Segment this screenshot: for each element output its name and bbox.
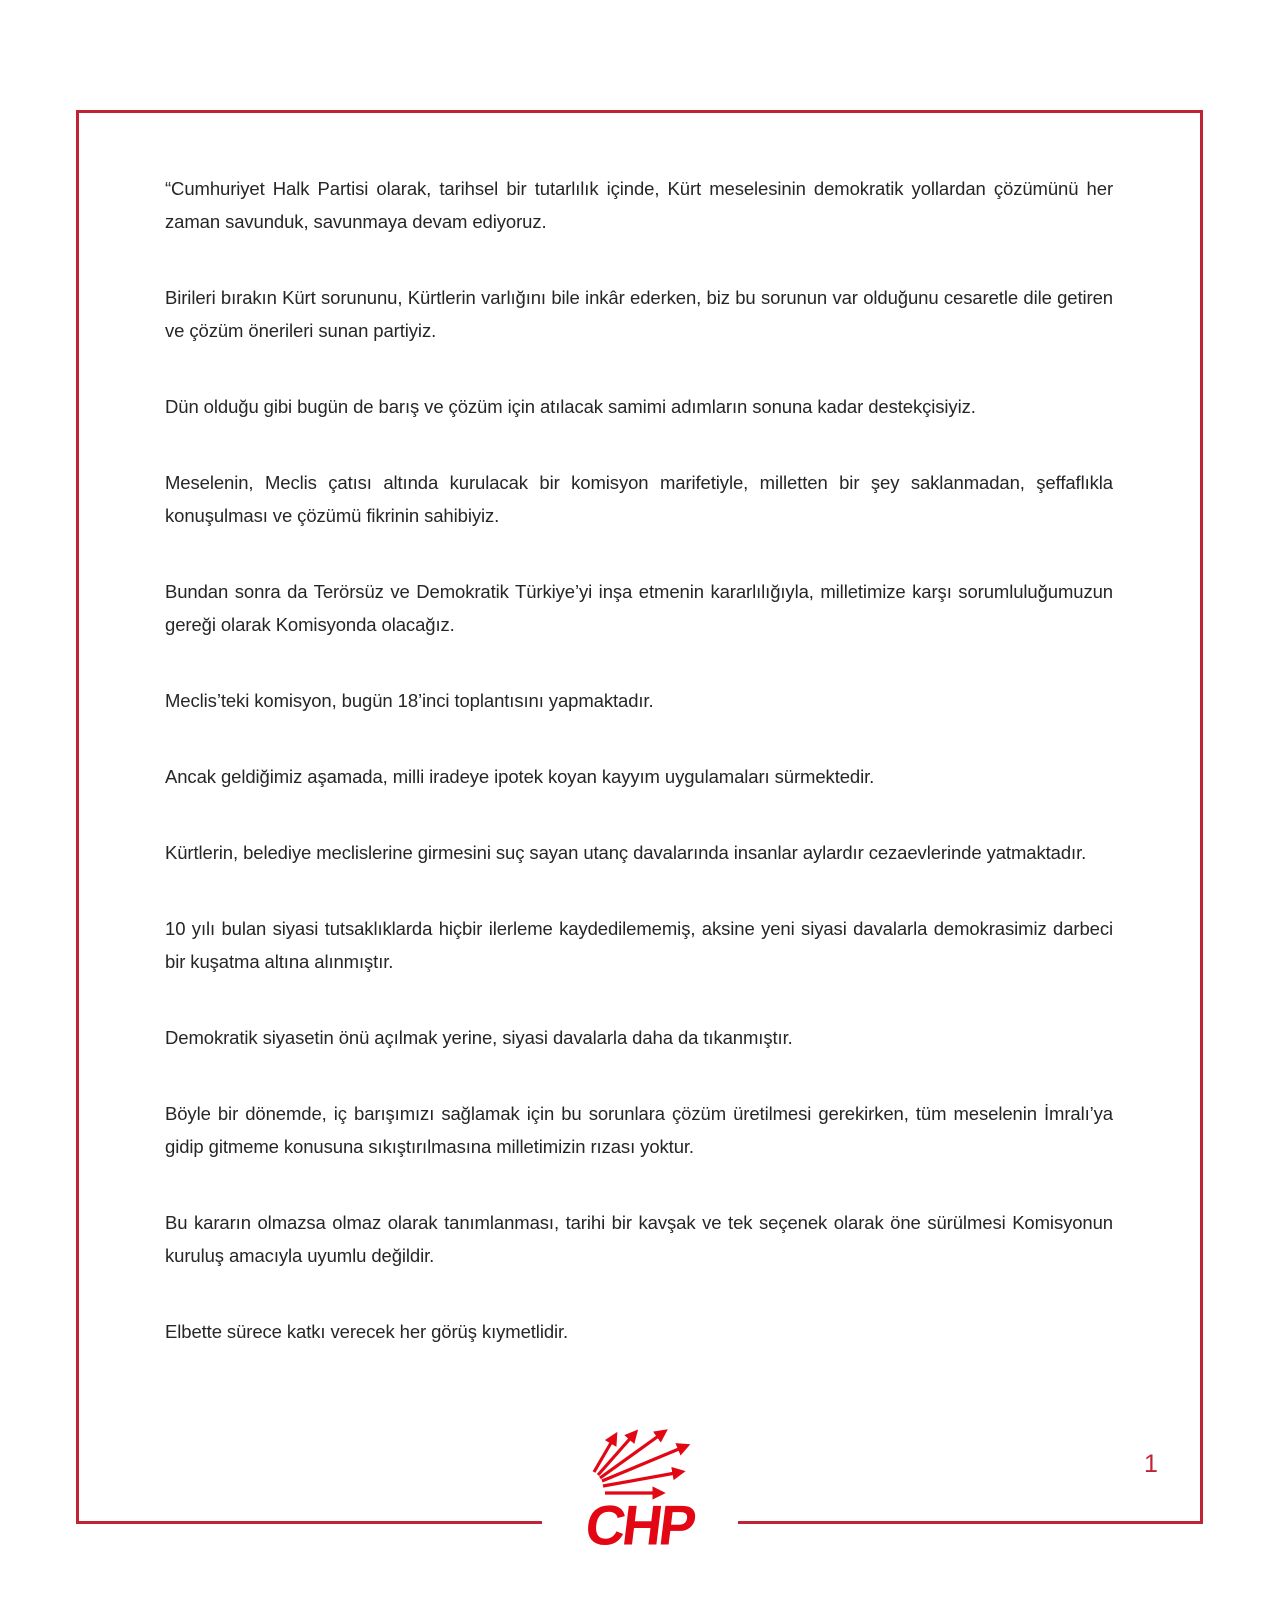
chp-logo xyxy=(542,1400,738,1557)
paragraph: Bu kararın olmazsa olmaz olarak tanımlanması, tarihi bir kavşak ve tek seçenek olarak öne sürülmesi Komisyonun kuruluş amacıyla uyumlu değildir. xyxy=(165,1212,1113,1266)
page-number: 1 xyxy=(1144,1450,1158,1478)
paragraph: Bundan sonra da Terörsüz ve Demokratik Türkiye’yi inşa etmenin kararlılığıyla, milletimize karşı sorumluluğumuzun gereği olarak Komisyonda olacağız. xyxy=(165,581,1113,635)
paragraph: Meclis’teki komisyon, bugün 18’inci toplantısını yapmaktadır. xyxy=(165,690,654,711)
paragraph: Meselenin, Meclis çatısı altında kurulacak bir komisyon marifetiyle, milletten bir şey saklanmadan, şeffaflıkla konuşulması ve çözümü fikrinin sahibiyiz. xyxy=(165,472,1113,526)
body-text xyxy=(165,172,1113,1391)
paragraph: Böyle bir dönemde, iç barışımızı sağlamak için bu sorunlara çözüm üretilmesi gerekirken, tüm meselenin İmralı’ya gidip gitmeme konusuna sıkıştırılmasına milletimizin rızası yoktur. xyxy=(165,1103,1113,1157)
paragraph: Kürtlerin, belediye meclislerine girmesini suç sayan utanç davalarında insanlar aylardır cezaevlerinde yatmaktadır. xyxy=(165,842,1087,863)
paragraph: Elbette sürece katkı verecek her görüş kıymetlidir. xyxy=(165,1321,569,1342)
paragraph: Birileri bırakın Kürt sorununu, Kürtlerin varlığını bile inkâr ederken, biz bu sorunun var olduğunu cesaretle dile getiren ve çözüm önerileri sunan partiyiz. xyxy=(165,287,1113,341)
paragraph: Demokratik siyasetin önü açılmak yerine, siyasi davalarla daha da tıkanmıştır. xyxy=(165,1027,793,1048)
chp-logo-text: CHP xyxy=(582,1493,697,1557)
paragraph: Ancak geldiğimiz aşamada, milli iradeye ipotek koyan kayyım uygulamaları sürmektedir. xyxy=(165,766,875,787)
paragraph: Dün olduğu gibi bugün de barış ve çözüm için atılacak samimi adımların sonuna kadar destekçisiyiz. xyxy=(165,396,976,417)
paragraph: 10 yılı bulan siyasi tutsaklıklarda hiçbir ilerleme kaydedilememiş, aksine yeni siyasi davalarla demokrasimiz darbeci bir kuşatma altına alınmıştır. xyxy=(165,918,1113,972)
paragraph: “Cumhuriyet Halk Partisi olarak, tarihsel bir tutarlılık içinde, Kürt meselesinin demokratik yollardan çözümünü her zaman savunduk, savunmaya devam ediyoruz. xyxy=(165,178,1113,232)
six-arrows-icon xyxy=(588,1406,692,1500)
